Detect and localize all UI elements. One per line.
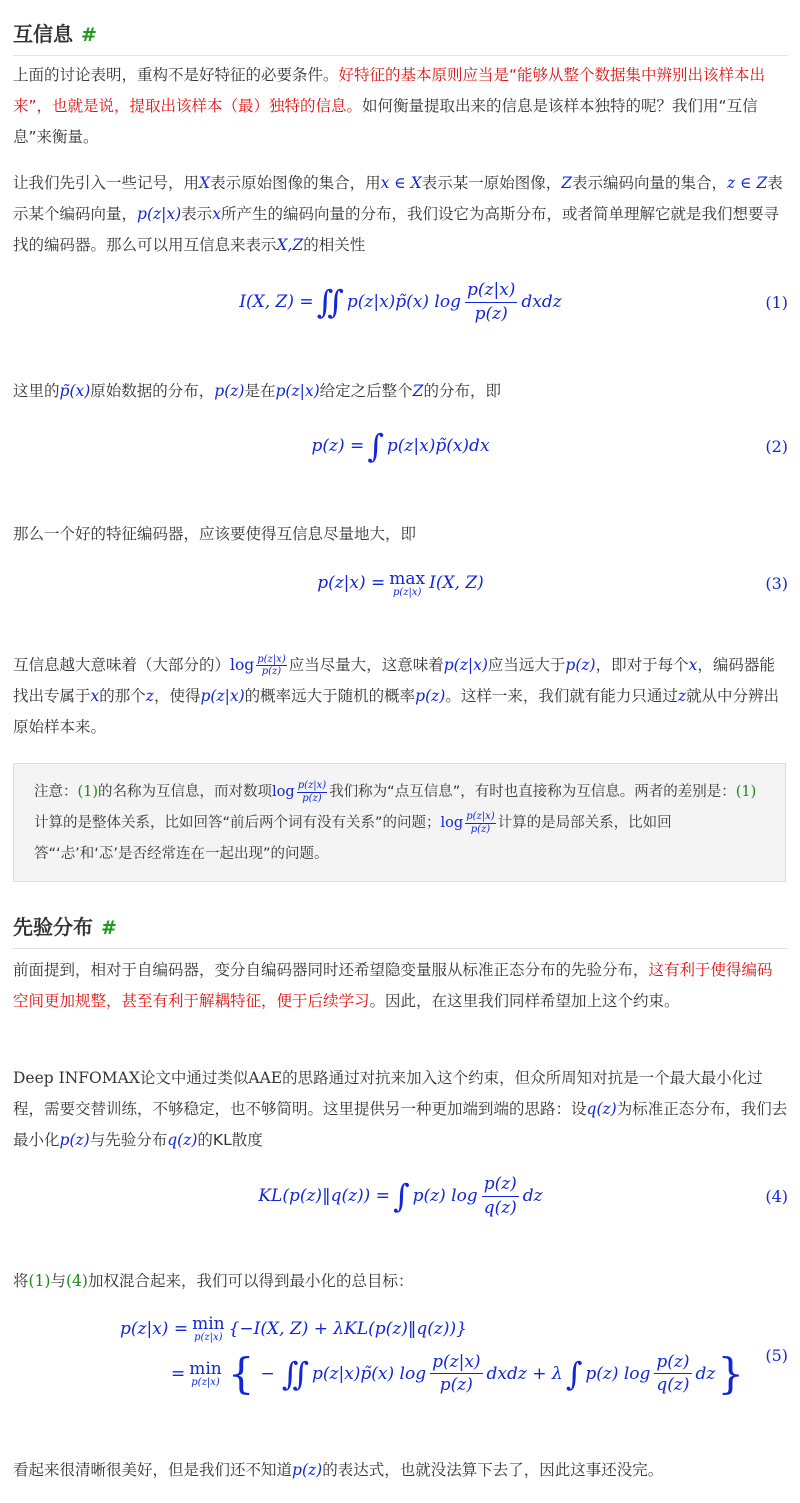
- equation-ref[interactable]: (1): [735, 784, 757, 800]
- paragraph-notation: [13, 168, 788, 261]
- text: ，即对于每个: [595, 656, 689, 674]
- eq-lhs: p(z|x) =: [120, 1318, 189, 1339]
- text: 表示原始图像的集合，用: [210, 174, 381, 192]
- eq-tail: dz: [522, 1186, 543, 1206]
- minus-sign: −: [260, 1363, 275, 1384]
- fraction: [654, 1352, 691, 1396]
- numerator: p(z): [482, 1174, 519, 1196]
- denominator: q(z): [656, 1375, 690, 1396]
- eq-body: p(z|x)p̃(x) log: [346, 292, 461, 312]
- inline-fraction: [256, 654, 286, 678]
- text: 给定之后整个: [319, 382, 413, 400]
- eq-body: dxdz + λ: [486, 1363, 563, 1384]
- text: 前面提到，相对于自编码器，变分自编码器同时还希望隐变量服从标准正态分布的先验分布，: [13, 961, 649, 979]
- paragraph-closing: [13, 1455, 788, 1486]
- math: X: [199, 174, 211, 192]
- highlight-text: 这有利于使得编码空间更加规整，甚至有利于解耦特征，便于后续学习: [13, 961, 773, 1010]
- text: 是在: [244, 382, 276, 400]
- text: 那么一个好的特征编码器，应该要使得互信息尽量地大，即: [13, 525, 417, 543]
- text: 的概率远大于随机的概率: [244, 687, 416, 705]
- eq-rhs: I(X, Z): [429, 573, 484, 593]
- math: p(z): [214, 382, 245, 400]
- equation-ref[interactable]: (4): [66, 1272, 88, 1290]
- min-operator: [192, 1314, 225, 1343]
- note-box: [13, 763, 786, 882]
- paragraph-definitions: [13, 376, 788, 407]
- math: z: [677, 687, 687, 705]
- equation-number: (5): [765, 1346, 788, 1365]
- eq-body: p(z|x)p̃(x)dx: [386, 436, 490, 456]
- denominator: q(z): [483, 1197, 517, 1218]
- math: p(z): [415, 687, 446, 705]
- text: 原始数据的分布，: [90, 382, 215, 400]
- text: 计算的是局部关系，比如回答“‘忐’和‘忑’是否经常连在一起出现”的问题。: [34, 815, 672, 862]
- numerator: p(z|x): [297, 780, 327, 791]
- equation-3: [13, 562, 788, 604]
- eq5-line-1: [120, 1314, 467, 1343]
- section-heading-prior: [13, 911, 788, 949]
- math: log: [440, 815, 464, 831]
- eq-lhs: KL(p(z)‖q(z)) =: [258, 1186, 390, 1206]
- math: Z: [561, 174, 572, 192]
- paragraph-interpretation: [13, 650, 788, 743]
- denominator: p(z): [439, 1375, 473, 1396]
- paragraph-goal: [13, 519, 788, 550]
- operator-subscript: p(z|x): [392, 586, 422, 598]
- eq-lhs: p(z) =: [311, 436, 365, 456]
- equation-ref[interactable]: (1): [28, 1272, 51, 1290]
- text: 将: [13, 1272, 29, 1290]
- math: p(z): [565, 656, 596, 674]
- math: p̃(x): [59, 382, 91, 400]
- text: 为标准正态分布，我们去最小化: [13, 1100, 788, 1149]
- integral-sign: ∬: [316, 283, 344, 321]
- math: x: [212, 205, 221, 223]
- text: 计算的是整体关系，比如回答“前后两个词有没有关系”的问题；: [34, 815, 441, 831]
- equation-1: [13, 278, 788, 326]
- equation-number: (4): [765, 1186, 788, 1206]
- integral-sign: ∬: [281, 1354, 309, 1393]
- fraction: [430, 1352, 482, 1396]
- text: 上面的讨论表明，重构不是好特征的必要条件。: [13, 66, 339, 84]
- section-title: 互信息: [13, 22, 73, 46]
- text: 表示某一原始图像，: [421, 174, 562, 192]
- section-title: 先验分布: [13, 915, 93, 939]
- text: 的表达式，也就没法算下去了，因此这事还没完。: [322, 1461, 664, 1479]
- text: 就从中分辨出原始样本来。: [13, 687, 780, 736]
- text: 表示: [181, 205, 213, 223]
- math: p(z): [59, 1131, 90, 1149]
- math: q(z): [167, 1131, 198, 1149]
- equation-ref[interactable]: (1): [77, 784, 99, 800]
- right-brace: }: [717, 1348, 745, 1398]
- text: 的名称为互信息，而对数项: [98, 784, 273, 800]
- integral-sign: ∫: [392, 1177, 410, 1215]
- eq-tail: dz: [695, 1363, 716, 1384]
- text: 加权混合起来，我们可以得到最小化的总目标：: [87, 1272, 414, 1290]
- text: 我们称为“点互信息”，有时也直接称为互信息。两者的差别是：: [329, 784, 736, 800]
- paragraph-kl: [13, 1063, 788, 1156]
- math: x: [688, 656, 698, 674]
- math: log: [230, 656, 255, 674]
- math: log: [272, 784, 295, 800]
- denominator: p(z): [470, 823, 491, 835]
- inline-fraction: [465, 811, 495, 835]
- math: x: [90, 687, 100, 705]
- fraction: [482, 1174, 519, 1218]
- math: p(z|x): [275, 382, 320, 400]
- text: 注意：: [34, 784, 78, 800]
- text: 应当远大于: [487, 656, 566, 674]
- text: 的分布，即: [423, 382, 501, 400]
- math: z ∈ Z: [727, 174, 768, 192]
- text: 。这样一来，我们就有能力只通过: [445, 687, 678, 705]
- numerator: p(z|x): [257, 653, 286, 665]
- operator: min: [189, 1359, 222, 1380]
- math: x ∈ X: [380, 174, 422, 192]
- eq-body: p(z|x)p̃(x) log: [312, 1363, 427, 1384]
- numerator: p(z): [654, 1352, 691, 1374]
- eq-tail: dxdz: [521, 292, 562, 312]
- paragraph-prior: [13, 955, 788, 1017]
- math: X,Z: [276, 236, 304, 254]
- section-heading-mutual-info: [13, 18, 788, 56]
- equation-number: (1): [765, 292, 788, 312]
- text: 的相关性: [303, 236, 366, 254]
- eq5-line-2: [171, 1348, 746, 1398]
- text: 与: [50, 1272, 66, 1290]
- paragraph-combine: [13, 1266, 788, 1297]
- text: Deep INFOMAX论文中通过类似AAE的思路通过对抗来加入这个约束，但众所周知对抗是一个最大最小化过程，需要交替训练，不够稳定，也不够简明。这里提供另一种更加端到端的思路：设: [13, 1069, 763, 1118]
- text: 。因此，在这里我们同样希望加上这个约束。: [369, 992, 680, 1010]
- text: 的那个: [99, 687, 146, 705]
- text: 看起来很清晰很美好，但是我们还不知道: [13, 1461, 293, 1479]
- integral-sign: ∫: [367, 427, 384, 465]
- numerator: p(z|x): [465, 280, 517, 302]
- text: 应当尽量大，这意味着: [288, 656, 444, 674]
- max-operator: [389, 569, 425, 598]
- math: p(z|x): [443, 656, 488, 674]
- text: 如何衡量提取出来的信息是该样本独特的呢？我们用“互信息”来衡量。: [13, 97, 758, 146]
- text: 这里的: [13, 382, 60, 400]
- anchor-link[interactable]: #: [101, 917, 117, 939]
- eq-lhs: I(X, Z) =: [239, 292, 314, 312]
- math: z: [145, 687, 154, 705]
- text: 表示某个编码向量，: [13, 174, 783, 223]
- denominator: p(z): [302, 792, 322, 804]
- operator-subscript: p(z|x): [191, 1377, 220, 1389]
- equation-5: [13, 1314, 788, 1414]
- text: 表示编码向量的集合，: [571, 174, 727, 192]
- eq-lhs: p(z|x) =: [317, 573, 386, 593]
- eq-body: {−I(X, Z) + λKL(p(z)‖q(z))}: [228, 1318, 467, 1339]
- numerator: p(z|x): [430, 1352, 482, 1374]
- math: Z: [412, 382, 424, 400]
- min-operator: [189, 1359, 222, 1388]
- anchor-link[interactable]: #: [81, 24, 97, 46]
- text: 让我们先引入一些记号，用: [13, 174, 200, 192]
- inline-fraction: [297, 780, 327, 804]
- integral-sign: ∫: [565, 1354, 583, 1393]
- text: 所产生的编码向量的分布，我们设它为高斯分布，或者简单理解它就是我们想要寻找的编码器。那么可以用互信息来表示: [13, 205, 779, 254]
- math: p(z): [292, 1461, 323, 1479]
- math: p(z|x): [200, 687, 245, 705]
- denominator: p(z): [474, 303, 508, 324]
- fraction: [465, 280, 517, 324]
- text: ，使得: [153, 687, 201, 705]
- math: p(z|x): [137, 205, 182, 223]
- math: q(z): [586, 1100, 617, 1118]
- text: 互信息越大意味着（大部分的）: [13, 656, 231, 674]
- equation-number: (3): [765, 573, 788, 593]
- eq-body: p(z) log: [412, 1186, 478, 1206]
- eq-body: p(z) log: [585, 1363, 651, 1384]
- equation-4: [13, 1170, 788, 1222]
- numerator: p(z|x): [466, 811, 495, 822]
- left-brace: {: [227, 1348, 255, 1398]
- text: ，编码器能找出专属于: [13, 656, 775, 705]
- denominator: p(z): [261, 666, 282, 677]
- text: 与先验分布: [89, 1131, 168, 1149]
- equals-sign: =: [171, 1363, 186, 1384]
- operator: min: [192, 1314, 225, 1334]
- text: 的KL散度: [197, 1131, 263, 1149]
- operator: max: [389, 568, 426, 589]
- highlight-text: 好特征的基本原则应当是“能够从整个数据集中辨别出该样本出来”，也就是说，提取出该样本（最）独特的信息。: [13, 66, 766, 115]
- equation-number: (2): [765, 436, 788, 456]
- equation-2: [13, 424, 788, 468]
- paragraph-intro: [13, 60, 788, 153]
- operator-subscript: p(z|x): [194, 1332, 223, 1343]
